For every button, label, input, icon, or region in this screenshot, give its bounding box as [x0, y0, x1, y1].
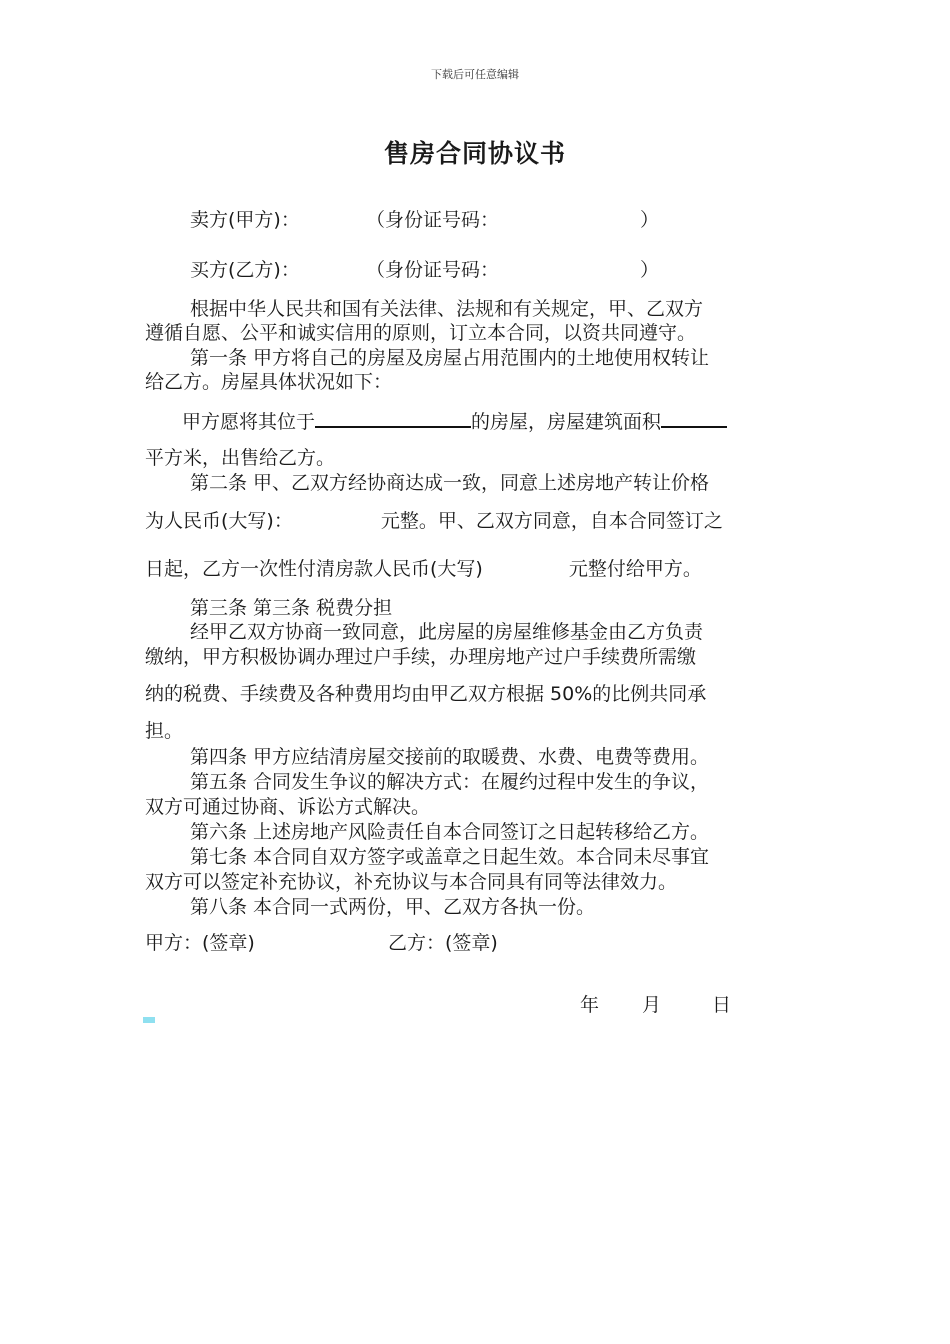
buyer-id-label: （身份证号码：: [366, 259, 500, 281]
article-7-line-2: 双方可以签定补充协议，补充协议与本合同具有同等法律效力。: [145, 871, 678, 893]
party-a-signature: 甲方：(签章): [145, 932, 255, 954]
article-1-line-2: 给乙方。房屋具体状况如下：: [145, 371, 393, 393]
article-3-line-3: 纳的税费、手续费及各种费用均由甲乙双方根据 50%的比例共同承: [145, 683, 707, 705]
date-month: 月: [642, 994, 662, 1016]
article-1-location-line: [182, 408, 802, 434]
article-5-line-1: 第五条 合同发生争议的解决方式：在履约过程中发生的争议，: [190, 771, 710, 793]
document-title: 售房合同协议书: [383, 139, 566, 168]
location-suffix: 的房屋，房屋建筑面积: [471, 411, 662, 433]
article-3-heading: 第三条 第三条 税费分担: [190, 597, 393, 619]
location-blank[interactable]: [315, 408, 471, 428]
article-3-line-1: 经甲乙双方协商一致同意，此房屋的房屋维修基金由乙方负责: [190, 621, 704, 643]
seller-id-label: （身份证号码：: [366, 209, 500, 231]
article-2-line-1: 第二条 甲、乙双方经协商达成一致，同意上述房地产转让价格: [190, 472, 710, 494]
party-b-signature: 乙方：(签章): [388, 932, 498, 954]
article-7-line-1: 第七条 本合同自双方签字或盖章之日起生效。本合同未尽事宜: [190, 846, 710, 868]
seller-label: 卖方(甲方)：: [190, 209, 300, 231]
date-year: 年: [580, 994, 600, 1016]
price-label: 为人民币(大写)：: [145, 510, 293, 532]
article-6: 第六条 上述房地产风险责任自本合同签订之日起转移给乙方。: [190, 821, 710, 843]
article-1-line-4: 平方米，出售给乙方。: [145, 447, 336, 469]
buyer-id-row: [366, 258, 666, 282]
preamble-line-1: 根据中华人民共和国有关法律、法规和有关规定，甲、乙双方: [190, 298, 704, 320]
header-note: 下载后可任意编辑: [431, 68, 519, 81]
payment-suffix: 元整付给甲方。: [568, 558, 702, 580]
location-prefix: 甲方愿将其位于: [182, 411, 316, 433]
article-5-line-2: 双方可通过协商、诉讼方式解决。: [145, 796, 431, 818]
seller-id-close: ）: [640, 209, 660, 231]
price-suffix: 元整。甲、乙双方同意，自本合同签订之: [380, 510, 723, 532]
payment-label: 日起，乙方一次性付清房款人民币(大写): [145, 558, 483, 580]
preamble-line-2: 遵循自愿、公平和诚实信用的原则，订立本合同，以资共同遵守。: [145, 322, 697, 344]
date-day: 日: [712, 994, 732, 1016]
article-3-line-4: 担。: [145, 720, 184, 742]
article-8: 第八条 本合同一式两份，甲、乙双方各执一份。: [190, 896, 596, 918]
buyer-id-close: ）: [640, 259, 660, 281]
area-blank[interactable]: [661, 408, 727, 428]
article-2-line-2: [145, 509, 805, 533]
text-cursor-marker: [143, 1017, 155, 1023]
buyer-label: 买方(乙方)：: [190, 259, 300, 281]
article-2-line-3: [145, 557, 805, 581]
article-3-line-2: 缴纳，甲方积极协调办理过户手续，办理房地产过户手续费所需缴: [145, 646, 697, 668]
seller-id-row: [366, 208, 666, 232]
article-4: 第四条 甲方应结清房屋交接前的取暖费、水费、电费等费用。: [190, 746, 710, 768]
article-1-line-1: 第一条 甲方将自己的房屋及房屋占用范围内的土地使用权转让: [190, 347, 710, 369]
